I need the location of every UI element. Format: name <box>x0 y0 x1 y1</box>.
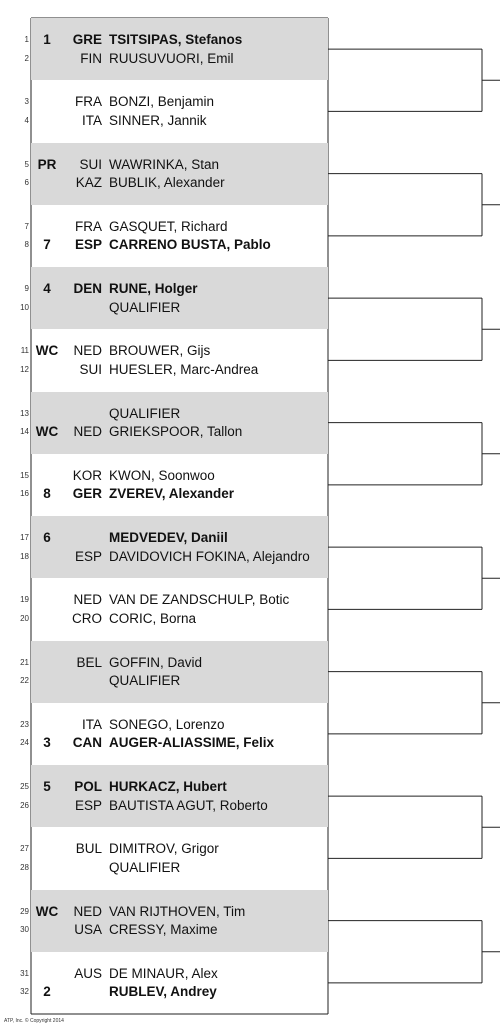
draw-position: 17 <box>20 533 29 542</box>
player-row <box>0 715 500 735</box>
nationality-code: NED <box>73 903 102 919</box>
draw-position: 5 <box>24 159 29 169</box>
player-name: KWON, Soonwoo <box>109 467 215 483</box>
seed-label: 5 <box>43 779 51 794</box>
draw-position: 30 <box>20 925 29 934</box>
seed-label: 2 <box>43 984 51 1000</box>
draw-position: 28 <box>20 862 29 872</box>
player-name: CORIC, Borna <box>109 610 197 626</box>
nationality-code: SUI <box>79 361 102 377</box>
player-row <box>0 777 500 797</box>
seed-label: PR <box>37 156 57 172</box>
player-row <box>0 858 500 878</box>
draw-position: 4 <box>24 115 29 125</box>
nationality-code: FRA <box>75 94 102 110</box>
player-row <box>0 217 500 237</box>
nationality-code: ESP <box>74 548 102 564</box>
nationality-code: ESP <box>74 797 102 813</box>
player-name: QUALIFIER <box>109 405 181 421</box>
player-row <box>0 528 500 548</box>
player-row <box>0 404 500 424</box>
player-name: GASQUET, Richard <box>109 218 228 234</box>
player-row <box>0 30 500 50</box>
draw-position: 11 <box>20 346 29 356</box>
player-name: MEDVEDEV, Daniil <box>109 530 228 545</box>
seed-label: WC <box>35 424 59 439</box>
player-row <box>0 671 500 691</box>
player-row <box>0 173 500 193</box>
nationality-code: FIN <box>80 50 102 66</box>
nationality-code: DEN <box>73 281 102 296</box>
player-row <box>0 964 500 984</box>
player-name: RUBLEV, Andrey <box>109 984 217 1000</box>
player-name: DIMITROV, Grigor <box>109 841 219 857</box>
draw-position: 26 <box>20 800 29 810</box>
draw-position: 10 <box>20 302 29 312</box>
player-name: QUALIFIER <box>109 673 181 688</box>
player-row <box>0 902 500 922</box>
player-name: GRIEKSPOOR, Tallon <box>109 424 243 439</box>
player-row <box>0 982 500 1002</box>
nationality-code: CAN <box>72 735 102 751</box>
player-name: BROUWER, Gijs <box>109 343 211 359</box>
player-name: ZVEREV, Alexander <box>109 486 235 502</box>
player-row <box>0 484 500 504</box>
nationality-code: USA <box>74 922 102 937</box>
draw-position: 15 <box>20 470 29 480</box>
player-name: GOFFIN, David <box>109 654 203 670</box>
nationality-code: NED <box>73 424 102 439</box>
draw-position: 8 <box>24 240 29 250</box>
player-name: HURKACZ, Hubert <box>109 779 227 794</box>
draw-position: 18 <box>20 551 29 561</box>
player-name: VAN RIJTHOVEN, Tim <box>109 903 246 919</box>
player-row <box>0 422 500 442</box>
nationality-code: FRA <box>75 218 102 234</box>
player-row <box>0 920 500 940</box>
seed-label: 4 <box>43 281 51 296</box>
player-name: RUNE, Holger <box>109 281 198 296</box>
player-name: HUESLER, Marc-Andrea <box>109 361 259 377</box>
player-row <box>0 92 500 112</box>
copyright-footer: ATP, Inc. © Copyright 2014 <box>4 1018 64 1024</box>
player-row <box>0 590 500 610</box>
player-row <box>0 111 500 131</box>
draw-position: 1 <box>24 35 29 44</box>
draw-position: 16 <box>20 489 29 499</box>
player-row <box>0 653 500 673</box>
player-name: QUALIFIER <box>109 299 181 315</box>
draw-position: 25 <box>20 782 29 791</box>
nationality-code: BUL <box>75 841 102 857</box>
seed-label: 1 <box>43 32 51 47</box>
seed-label: 7 <box>43 237 51 253</box>
draw-position: 27 <box>20 844 29 854</box>
player-row <box>0 341 500 361</box>
player-row <box>0 839 500 859</box>
draw-position: 7 <box>24 221 29 231</box>
seed-label: WC <box>35 343 59 359</box>
player-name: RUUSUVUORI, Emil <box>109 50 234 66</box>
player-row <box>0 49 500 69</box>
player-row <box>0 155 500 175</box>
nationality-code: NED <box>73 343 102 359</box>
nationality-code: ITA <box>82 112 102 128</box>
player-name: WAWRINKA, Stan <box>109 156 220 172</box>
player-name: SONEGO, Lorenzo <box>109 716 225 732</box>
player-name: CRESSY, Maxime <box>109 922 218 937</box>
player-row <box>0 360 500 380</box>
player-row <box>0 235 500 255</box>
player-row <box>0 796 500 816</box>
nationality-code: NED <box>73 592 102 608</box>
player-name: BUBLIK, Alexander <box>109 175 225 190</box>
seed-label: 3 <box>43 735 51 751</box>
nationality-code: ITA <box>82 716 102 732</box>
nationality-code: AUS <box>74 965 102 981</box>
draw-position: 24 <box>20 738 29 748</box>
player-name: QUALIFIER <box>109 859 181 875</box>
draw-position: 14 <box>20 427 29 436</box>
player-row <box>0 298 500 318</box>
draw-position: 23 <box>20 719 29 729</box>
draw-position: 22 <box>20 676 29 685</box>
player-name: SINNER, Jannik <box>109 112 207 128</box>
seed-label: 6 <box>43 530 51 545</box>
draw-position: 20 <box>20 613 29 623</box>
draw-position: 13 <box>20 408 29 418</box>
seed-label: WC <box>35 903 59 919</box>
player-row <box>0 733 500 753</box>
player-row <box>0 547 500 567</box>
draw-position: 9 <box>24 284 29 293</box>
draw-position: 6 <box>24 178 29 187</box>
nationality-code: SUI <box>79 156 102 172</box>
player-name: DE MINAUR, Alex <box>109 965 218 981</box>
nationality-code: ESP <box>74 237 102 253</box>
draw-position: 31 <box>20 968 29 978</box>
player-name: AUGER-ALIASSIME, Felix <box>109 735 275 751</box>
player-name: CARRENO BUSTA, Pablo <box>109 237 271 253</box>
draw-position: 3 <box>24 97 29 107</box>
player-name: BONZI, Benjamin <box>109 94 215 110</box>
nationality-code: CRO <box>72 610 102 626</box>
draw-position: 19 <box>20 595 29 605</box>
player-name: VAN DE ZANDSCHULP, Botic <box>109 592 290 608</box>
nationality-code: KOR <box>72 467 102 483</box>
player-row <box>0 466 500 486</box>
player-name: TSITSIPAS, Stefanos <box>109 32 243 47</box>
draw-position: 21 <box>20 657 29 667</box>
nationality-code: KAZ <box>75 175 102 190</box>
nationality-code: POL <box>74 779 102 794</box>
draw-position: 2 <box>24 53 29 63</box>
player-name: BAUTISTA AGUT, Roberto <box>109 797 268 813</box>
player-name: DAVIDOVICH FOKINA, Alejandro <box>109 548 310 564</box>
player-row <box>0 609 500 629</box>
draw-position: 12 <box>20 364 29 374</box>
draw-position: 32 <box>20 987 29 997</box>
nationality-code: GRE <box>72 32 102 47</box>
draw-position: 29 <box>20 906 29 916</box>
player-row <box>0 279 500 299</box>
nationality-code: BEL <box>76 654 102 670</box>
nationality-code: GER <box>72 486 102 502</box>
seed-label: 8 <box>43 486 51 502</box>
